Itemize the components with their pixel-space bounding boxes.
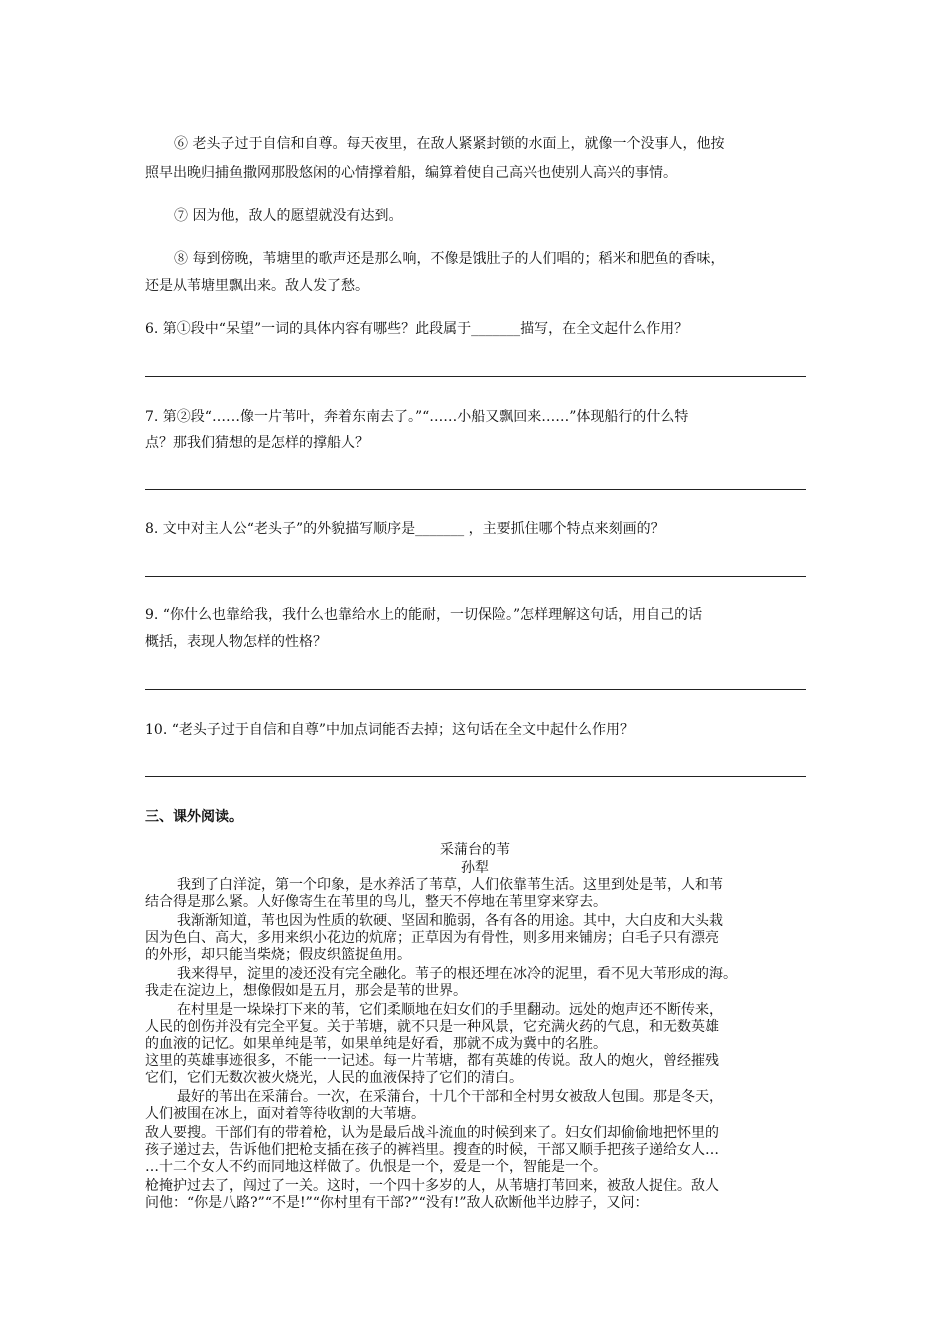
question-10: 10. “老头子过于自信和自尊”中加点词能否去掉；这句话在全文中起什么作用？	[145, 722, 635, 738]
answer-line-10[interactable]	[145, 776, 806, 777]
article-author: 孙犁	[461, 860, 489, 876]
article-line: 在村里是一垛垛打下来的苇，它们柔顺地在妇女们的手里翻动。远处的炮声还不断传来，	[177, 1002, 723, 1018]
article-line: 我来得早，淀里的凌还没有完全融化。苇子的根还埋在冰冷的泥里，看不见大苇形成的海。	[177, 966, 737, 982]
paragraph-6-line-1: ⑥ 老头子过于自信和自尊。每天夜里，在敌人紧紧封锁的水面上，就像一个没事人，他按	[174, 136, 725, 152]
answer-line-8[interactable]	[145, 576, 806, 577]
question-7-line-2: 点？那我们猜想的是怎样的撑船人？	[145, 435, 369, 451]
article-line: 因为色白、高大，多用来织小花边的炕席；正草因为有骨性，则多用来铺房；白毛子只有漂亮	[145, 930, 719, 946]
section-heading: 三、课外阅读。	[145, 809, 243, 825]
answer-line-6[interactable]	[145, 376, 806, 377]
question-9-line-2: 概括，表现人物怎样的性格？	[145, 634, 327, 650]
article-line: 的血液的记忆。如果单纯是苇，如果单纯是好看，那就不成为冀中的名胜。	[145, 1036, 607, 1052]
article-line: …十二个女人不约而同地这样做了。仇恨是一个，爱是一个，智能是一个。	[145, 1159, 607, 1175]
article-line: 问他：“你是八路?”“不是!”“你村里有干部?”“没有!”敌人砍断他半边脖子，又问：	[145, 1195, 649, 1211]
article-line: 人民的创伤并没有完全平复。关于苇塘，就不只是一种风景，它充满火药的气息，和无数英雄	[145, 1019, 719, 1035]
question-8: 8. 文中对主人公“老头子”的外貌描写顺序是_______ ，主要抓住哪个特点来刻画的？	[145, 521, 665, 537]
paragraph-7: ⑦ 因为他，敌人的愿望就没有达到。	[174, 208, 403, 224]
answer-line-9[interactable]	[145, 689, 806, 690]
article-line: 结合得是那么紧。人好像寄生在苇里的鸟儿，整天不停地在苇里穿来穿去。	[145, 894, 607, 910]
article-title: 采蒲台的苇	[440, 842, 510, 858]
article-line: 人们被围在冰上，面对着等待收割的大苇塘。	[145, 1106, 425, 1122]
article-line: 枪掩护过去了，闯过了一关。这时，一个四十多岁的人，从苇塘打苇回来，被敌人捉住。敌人	[145, 1178, 719, 1194]
paragraph-8-line-1: ⑧ 每到傍晚，苇塘里的歌声还是那么响，不像是饿肚子的人们唱的；稻米和肥鱼的香味，	[174, 251, 725, 267]
paragraph-6-line-2: 照早出晚归捕鱼撒网那股悠闲的心情撑着船，编算着使自己高兴也使别人高兴的事情。	[145, 165, 677, 181]
article-line: 这里的英雄事迹很多，不能一一记述。每一片苇塘，都有英雄的传说。敌人的炮火，曾经摧残	[145, 1053, 719, 1069]
article-line: 我渐渐知道，苇也因为性质的软硬、坚固和脆弱，各有各的用途。其中，大白皮和大头栽	[177, 913, 723, 929]
article-line: 敌人要搜。干部们有的带着枪，认为是最后战斗流血的时候到来了。妇女们却偷偷地把怀里的	[145, 1125, 719, 1141]
question-6: 6. 第①段中“呆望”一词的具体内容有哪些？此段属于_______描写，在全文起什么作用？	[145, 321, 689, 337]
article-line: 它们，它们无数次被火烧光，人民的血液保持了它们的清白。	[145, 1070, 523, 1086]
question-7-line-1: 7. 第②段“……像一片苇叶，奔着东南去了。”“……小船又飘回来……”体现船行的什么特	[145, 409, 689, 425]
article-line: 最好的苇出在采蒲台。一次，在采蒲台，十几个干部和全村男女被敌人包围。那是冬天，	[177, 1089, 723, 1105]
article-line: 的外形，却只能当柴烧；假皮织篮捉鱼用。	[145, 947, 411, 963]
question-9-line-1: 9. “你什么也靠给我，我什么也靠给水上的能耐，一切保险。”怎样理解这句话，用自己的话	[145, 607, 703, 623]
article-line: 我走在淀边上，想像假如是五月，那会是苇的世界。	[145, 983, 467, 999]
article-line: 孩子递过去，告诉他们把枪支插在孩子的裤裆里。搜查的时候，干部又顺手把孩子递给女人…	[145, 1142, 719, 1158]
paragraph-8-line-2: 还是从苇塘里飘出来。敌人发了愁。	[145, 278, 369, 294]
article-line: 我到了白洋淀，第一个印象，是水养活了苇草，人们依靠苇生活。这里到处是苇，人和苇	[177, 877, 723, 893]
answer-line-7[interactable]	[145, 489, 806, 490]
